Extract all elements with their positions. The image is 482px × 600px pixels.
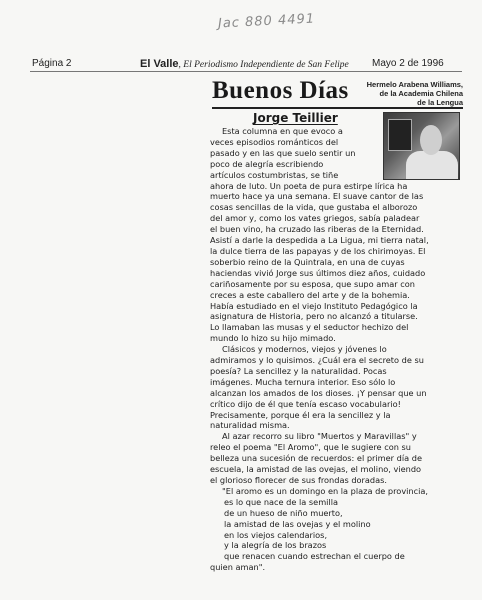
text-line: el glorioso florecer de sus frondas doradas. xyxy=(210,475,388,485)
text-line: Precisamente, porque él era la sencillez y la xyxy=(210,409,391,420)
text-line: cariñosamente por su esposa, que supo amar con xyxy=(210,278,415,289)
column-title: Buenos Días xyxy=(212,77,349,104)
text-line: muerto hace ya una semana. El suave cantor de las xyxy=(210,191,424,202)
poem-quote xyxy=(210,486,464,573)
newspaper-masthead xyxy=(140,58,349,70)
poem-line: que renacen cuando estrechan el cuerpo de xyxy=(224,551,405,562)
text-line: crítico dijo de él que tenía escaso vocabulario! xyxy=(210,398,401,409)
page-number: Página 2 xyxy=(32,58,72,69)
article-body xyxy=(210,126,464,573)
text-line: Clásicos y modernos, viejos y jóvenes lo xyxy=(222,344,387,355)
poem-line: de un hueso de niño muerto, xyxy=(224,507,343,518)
text-line: releo el poema "El Aromo", que le sugiere con su xyxy=(210,442,411,453)
text-line: belleza una sucesión de recuerdos: el primer día de xyxy=(210,453,422,464)
poem-line: "El aromo es un domingo en la plaza de provincia, xyxy=(222,485,429,496)
text-line: poesía? La sencillez y la naturalidad. Pocas xyxy=(210,365,387,376)
article-title: Jorge Teillier xyxy=(253,111,338,125)
text-line: haciendas vivió Jorge sus últimos diez años, cuidado xyxy=(210,267,426,278)
text-line: Asistí a darle la despedida a La Ligua, mi tierra natal, xyxy=(210,235,429,246)
article-paragraph xyxy=(210,431,464,486)
text-line: asignatura de Historia, pero no alcanzó a titularse. xyxy=(210,311,418,322)
text-line: alcanzan los amados de los dioses. ¡Y pensar que un xyxy=(210,387,427,398)
text-line: ahora de luto. Un poeta de pura estirpe lírica ha xyxy=(210,180,408,191)
header-rule xyxy=(30,71,462,72)
byline-line: de la Academia Chilena xyxy=(379,89,463,98)
archive-stamp: Jac 880 4491 xyxy=(217,11,316,32)
text-line: escuela, la amistad de las ovejas, el molino, viendo xyxy=(210,464,422,475)
issue-date: Mayo 2 de 1996 xyxy=(372,58,444,69)
poem-line: y la alegría de los brazos xyxy=(224,540,327,551)
poem-line: la amistad de las ovejas y el molino xyxy=(224,518,371,529)
byline-line: de la Lengua xyxy=(417,98,463,107)
text-line: Lo llamaban las musas y el seductor hechizo del xyxy=(210,322,409,333)
text-line: soberbio reino de la Quintrala, en una de cuyas xyxy=(210,256,405,267)
text-line: poco de alegría escribiendo xyxy=(210,158,324,169)
text-line: Había estudiado en el viejo Instituto Pedagógico la xyxy=(210,300,418,311)
text-line: cosas sencillas de la vida, que gustaba el alborozo xyxy=(210,202,418,213)
text-line: Esta columna en que evoco a xyxy=(222,126,343,136)
column-title-rule xyxy=(212,107,463,109)
newspaper-name: El Valle xyxy=(140,58,179,70)
text-line: del amor y, como los vates griegos, sabía paladear xyxy=(210,213,420,224)
text-line: creces a este caballero del arte y de la bohemia. xyxy=(210,289,410,300)
text-line: Al azar recorro su libro "Muertos y Maravillas" y xyxy=(222,431,417,442)
poem-line: quien aman". xyxy=(210,562,266,573)
text-line: el buen vino, ha cruzado las riberas de la Eternidad. xyxy=(210,224,424,235)
article-paragraph xyxy=(210,126,464,344)
text-line: naturalidad misma. xyxy=(210,420,290,431)
text-line: veces episodios románticos del xyxy=(210,136,339,147)
poem-line: es lo que nace de la semilla xyxy=(224,496,339,507)
byline-line: Hermelo Arabena Williams, xyxy=(366,80,463,89)
text-line: mundo lo hizo su hijo mimado. xyxy=(210,333,336,344)
article-paragraph xyxy=(210,344,464,431)
column-byline xyxy=(357,80,463,107)
text-line: pasado y en las que suelo sentir un xyxy=(210,147,356,158)
poem-line: en los viejos calendarios, xyxy=(224,529,328,540)
text-line: artículos costumbristas, se tiñe xyxy=(210,169,339,180)
text-line: admiramos y lo quisimos. ¿Cuál era el secreto de su xyxy=(210,355,424,366)
text-line: imágenes. Mucha ternura interior. Eso sólo lo xyxy=(210,376,396,387)
text-line: la dulce tierra de las papayas y de los chirimoyas. El xyxy=(210,245,426,256)
newspaper-tagline: , El Periodismo Independiente de San Felipe xyxy=(178,60,349,70)
